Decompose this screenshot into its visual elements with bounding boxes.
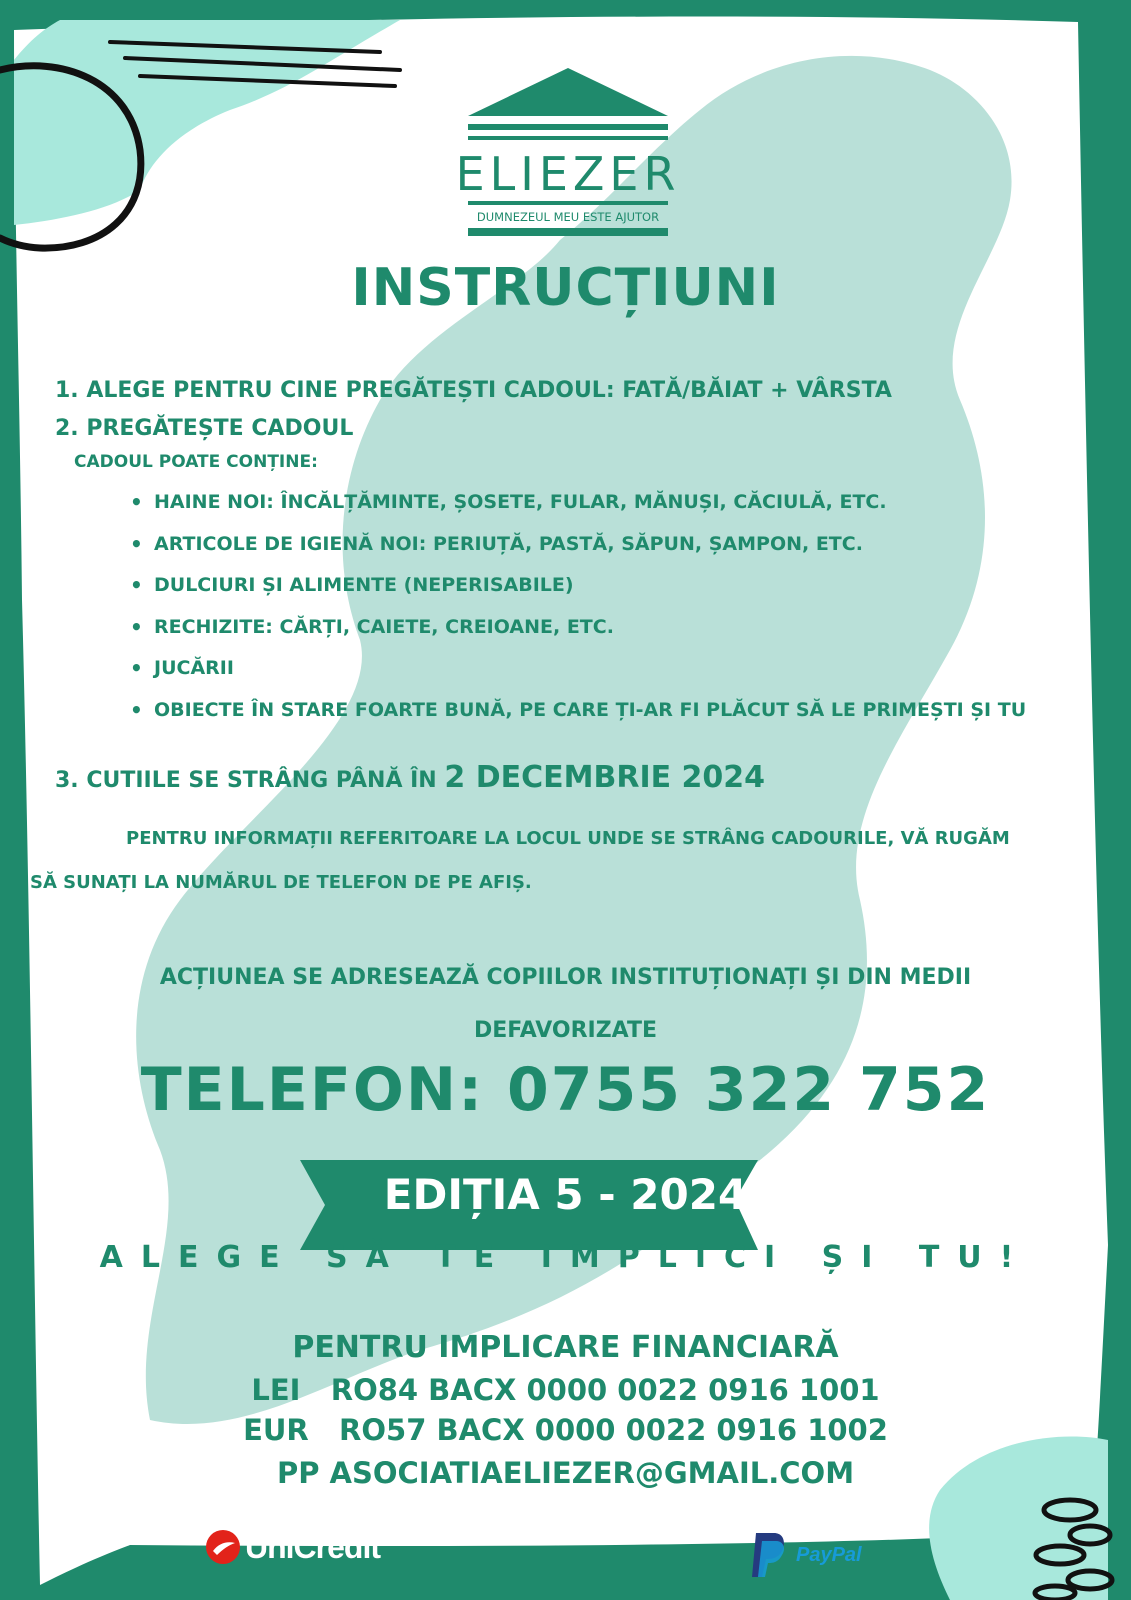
iban-lei: LEI RO84 BACX 0000 0022 0916 1001 — [251, 1373, 880, 1407]
list-item: • DULCIURI ȘI ALIMENTE (NEPERISABILE) — [128, 573, 1026, 615]
unicredit-logo-icon — [205, 1529, 241, 1565]
unicredit-logo — [205, 1525, 380, 1569]
list-item: • RECHIZITE: CĂRȚI, CAIETE, CREIOANE, ETC. — [128, 615, 1026, 657]
paypal-logo-icon — [748, 1531, 788, 1579]
audience-line-1: ACȚIUNEA SE ADRESEAZĂ COPIILOR INSTITUȚIONAȚI ȘI DIN MEDII — [159, 965, 972, 990]
logo-name: ELIEZER — [455, 147, 681, 201]
edition-label: EDIȚIA 5 - 2024 — [383, 1170, 748, 1219]
paypal-label: PayPal — [796, 1543, 862, 1566]
paypal-logo — [748, 1530, 862, 1580]
info-line-2: SĂ SUNAȚI LA NUMĂRUL DE TELEFON DE PE AFIȘ. — [30, 872, 532, 893]
page-title: INSTRUCȚIUNI — [351, 258, 780, 318]
step-1: 1. ALEGE PENTRU CINE PREGĂTEȘTI CADOUL: FATĂ/BĂIAT + VÂRSTA — [55, 378, 892, 403]
building-logo-icon — [455, 68, 681, 248]
step-2: 2. PREGĂTEȘTE CADOUL — [55, 416, 354, 441]
iban-eur: EUR RO57 BACX 0000 0022 0916 1002 — [243, 1413, 888, 1447]
step-2-subtitle: CADOUL POATE CONȚINE: — [74, 452, 318, 472]
info-line-1: PENTRU INFORMAȚII REFERITOARE LA LOCUL UNDE SE STRÂNG CADOURILE, VĂ RUGĂM — [126, 828, 1010, 849]
list-item: • OBIECTE ÎN STARE FOARTE BUNĂ, PE CARE ȚI-AR FI PLĂCUT SĂ LE PRIMEȘTI ȘI TU — [128, 698, 1026, 740]
unicredit-label: UniCredit — [245, 1528, 380, 1565]
paypal-email: PP ASOCIATIAELIEZER@GMAIL.COM — [276, 1456, 855, 1490]
logo-tagline: DUMNEZEUL MEU ESTE AJUTOR — [476, 210, 660, 224]
list-item: • JUCĂRII — [128, 656, 1026, 698]
gift-items-list — [128, 490, 1026, 739]
step-3-prefix: 3. CUTIILE SE STRÂNG PÂNĂ ÎN — [55, 768, 437, 793]
phone-number: TELEFON: 0755 322 752 — [140, 1055, 991, 1125]
list-item: • ARTICOLE DE IGIENĂ NOI: PERIUȚĂ, PASTĂ, SĂPUN, ȘAMPON, ETC. — [128, 532, 1026, 574]
slogan: ALEGE SĂ TE IMPLICI ȘI TU! — [99, 1240, 1032, 1275]
list-item: • HAINE NOI: ÎNCĂLȚĂMINTE, ȘOSETE, FULAR, MĂNUȘI, CĂCIULĂ, ETC. — [128, 490, 1026, 532]
finance-heading: PENTRU IMPLICARE FINANCIARĂ — [292, 1330, 839, 1365]
step-3 — [55, 760, 765, 795]
audience-line-2: DEFAVORIZATE — [473, 1018, 658, 1043]
step-3-date: 2 DECEMBRIE 2024 — [444, 760, 766, 795]
